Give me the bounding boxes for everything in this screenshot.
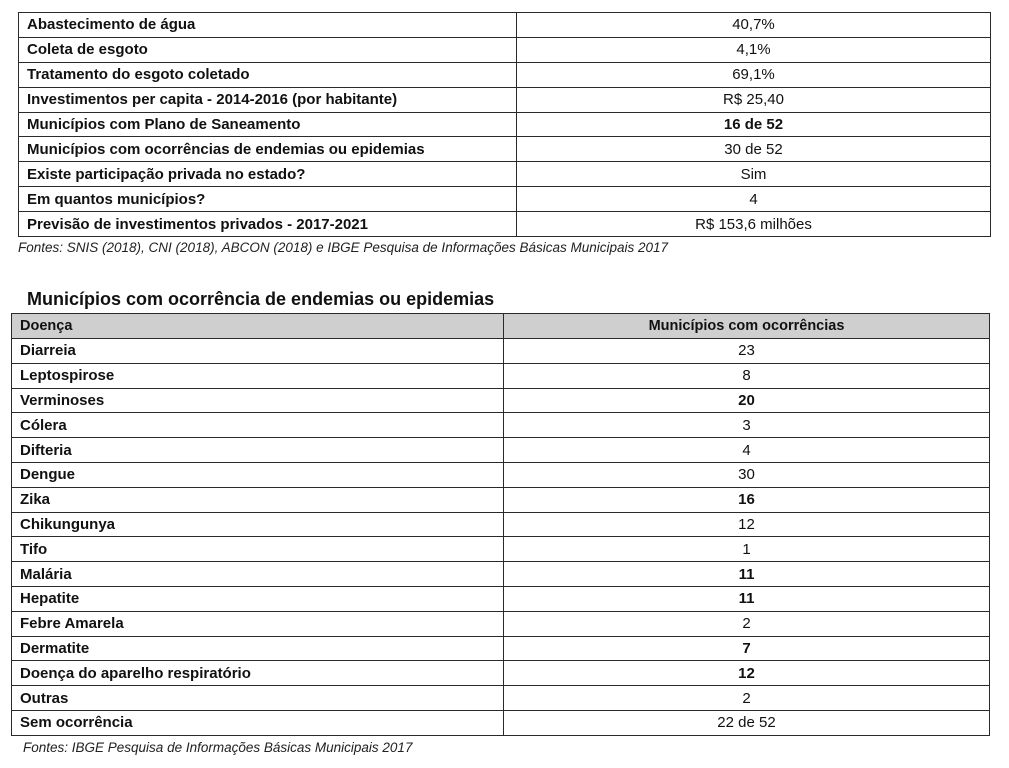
row-value: 12	[504, 512, 990, 537]
table-row	[19, 87, 991, 112]
row-label: Doença do aparelho respiratório	[12, 661, 504, 686]
row-value: 30	[504, 462, 990, 487]
table-row	[12, 487, 990, 512]
table-row	[19, 162, 991, 187]
row-value: R$ 153,6 milhões	[517, 212, 991, 237]
row-value: 22 de 52	[504, 710, 990, 735]
table-row	[12, 363, 990, 388]
table-row	[12, 686, 990, 711]
row-label: Difteria	[12, 438, 504, 463]
row-value: 11	[504, 562, 990, 587]
table-row	[12, 339, 990, 364]
row-label: Dermatite	[12, 636, 504, 661]
row-label: Existe participação privada no estado?	[19, 162, 517, 187]
table-row	[19, 13, 991, 38]
row-value: 69,1%	[517, 62, 991, 87]
row-label: Malária	[12, 562, 504, 587]
sanitation-summary-table	[18, 12, 991, 237]
table-row	[12, 661, 990, 686]
disease-source-note: Fontes: IBGE Pesquisa de Informações Básicas Municipais 2017	[23, 740, 413, 755]
row-value: 4,1%	[517, 37, 991, 62]
disease-table-body	[12, 339, 990, 736]
row-label: Abastecimento de água	[19, 13, 517, 38]
row-label: Diarreia	[12, 339, 504, 364]
row-label: Investimentos per capita - 2014-2016 (por habitante)	[19, 87, 517, 112]
row-value: 2	[504, 611, 990, 636]
row-label: Municípios com Plano de Saneamento	[19, 112, 517, 137]
table-row	[12, 710, 990, 735]
row-value: R$ 25,40	[517, 87, 991, 112]
table-row	[12, 462, 990, 487]
header-municipalities: Municípios com ocorrências	[504, 314, 990, 339]
table-row	[12, 388, 990, 413]
table-row	[12, 636, 990, 661]
row-label: Municípios com ocorrências de endemias ou epidemias	[19, 137, 517, 162]
row-value: 16	[504, 487, 990, 512]
row-label: Tratamento do esgoto coletado	[19, 62, 517, 87]
row-label: Sem ocorrência	[12, 710, 504, 735]
disease-occurrence-table	[11, 313, 990, 736]
table-row	[12, 537, 990, 562]
summary-source-note: Fontes: SNIS (2018), CNI (2018), ABCON (2018) e IBGE Pesquisa de Informações Básicas Municipais 2017	[18, 240, 669, 255]
table-row	[19, 212, 991, 237]
table-row	[12, 562, 990, 587]
disease-table-title: Municípios com ocorrência de endemias ou epidemias	[27, 289, 495, 309]
row-label: Hepatite	[12, 586, 504, 611]
row-value: 20	[504, 388, 990, 413]
row-value: 30 de 52	[517, 137, 991, 162]
header-disease: Doença	[12, 314, 504, 339]
summary-table-body	[19, 13, 991, 237]
row-label: Tifo	[12, 537, 504, 562]
row-label: Coleta de esgoto	[19, 37, 517, 62]
row-value: 2	[504, 686, 990, 711]
row-value: 1	[504, 537, 990, 562]
row-label: Zika	[12, 487, 504, 512]
row-label: Leptospirose	[12, 363, 504, 388]
table-row	[19, 112, 991, 137]
table-row	[12, 586, 990, 611]
row-label: Cólera	[12, 413, 504, 438]
table-row	[12, 611, 990, 636]
row-label: Outras	[12, 686, 504, 711]
row-value: 11	[504, 586, 990, 611]
row-label: Febre Amarela	[12, 611, 504, 636]
row-value: 4	[517, 187, 991, 212]
table-row	[12, 438, 990, 463]
row-label: Verminoses	[12, 388, 504, 413]
table-row	[12, 413, 990, 438]
table-header-row	[12, 314, 990, 339]
row-value: Sim	[517, 162, 991, 187]
table-row	[12, 512, 990, 537]
row-label: Em quantos municípios?	[19, 187, 517, 212]
table-row	[19, 187, 991, 212]
row-label: Dengue	[12, 462, 504, 487]
row-value: 4	[504, 438, 990, 463]
table-row	[19, 37, 991, 62]
row-label: Chikungunya	[12, 512, 504, 537]
row-label: Previsão de investimentos privados - 2017-2021	[19, 212, 517, 237]
table-row	[19, 137, 991, 162]
table-row	[19, 62, 991, 87]
row-value: 40,7%	[517, 13, 991, 38]
row-value: 3	[504, 413, 990, 438]
row-value: 8	[504, 363, 990, 388]
row-value: 16 de 52	[517, 112, 991, 137]
row-value: 7	[504, 636, 990, 661]
row-value: 12	[504, 661, 990, 686]
row-value: 23	[504, 339, 990, 364]
